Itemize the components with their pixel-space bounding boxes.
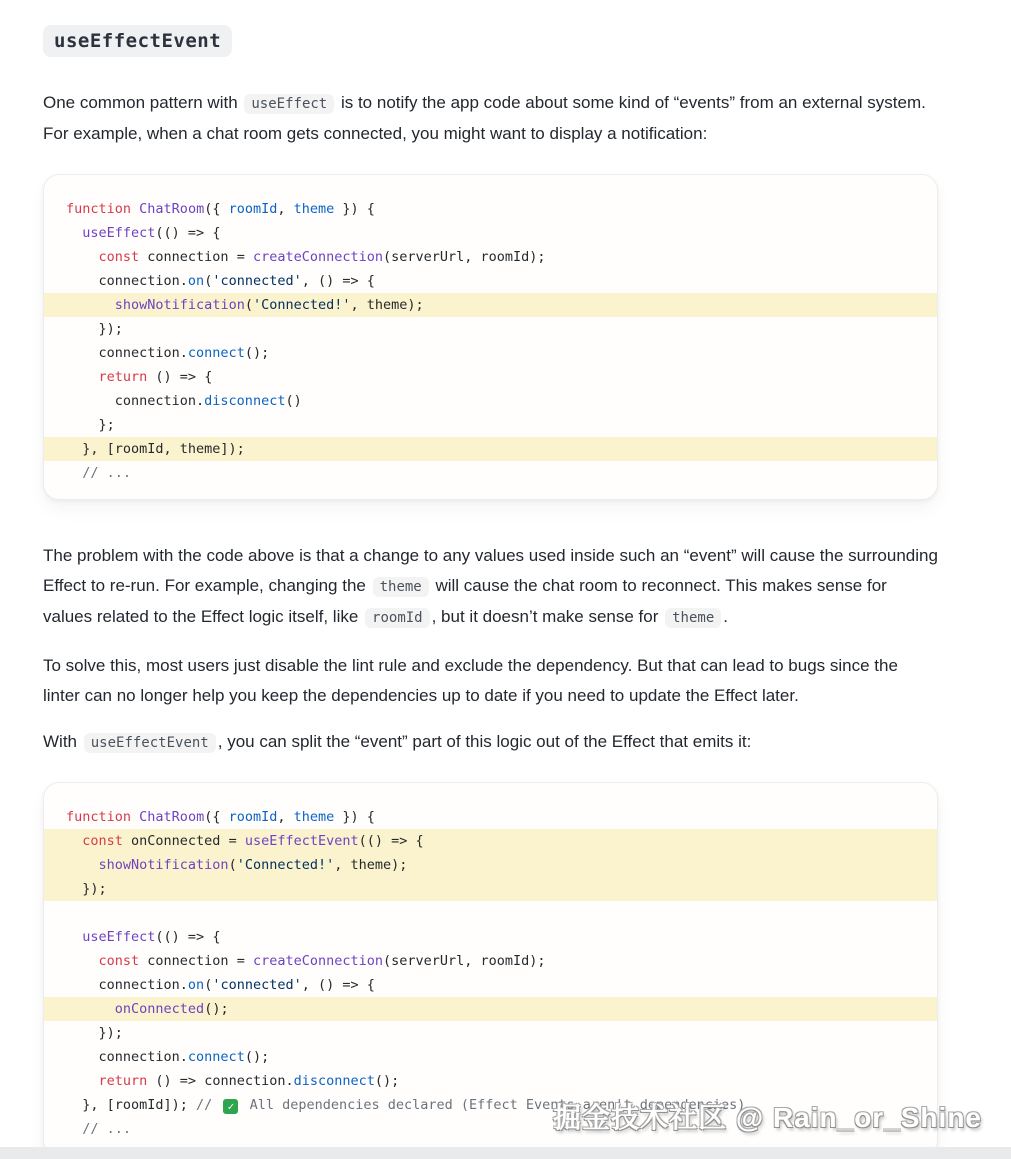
inline-code: theme [665, 608, 721, 628]
code-line: const connection = createConnection(serverUrl, roomId); [98, 953, 546, 969]
code-line: function ChatRoom({ roomId, theme }) { [66, 201, 375, 217]
text-run: will cause the chat room to reconnect. This makes sense for values related to the Effect logic itself, like [43, 576, 887, 626]
text-run: To solve this, most users just disable the lint rule and exclude the dependency. But that can lead to bugs since the linter can no longer help you keep the dependencies up to date if you need to update the Effect later. [43, 656, 898, 705]
text-run: , you can split the “event” part of this logic out of the Effect that emits it: [217, 732, 752, 751]
code-line: // ... [82, 1121, 132, 1137]
code-line: connection.disconnect() [66, 393, 302, 409]
code-line: }; [66, 417, 115, 433]
code-line-highlighted: }); [44, 877, 937, 901]
text-run: is to notify the app code about some kind of “events” from an external system. For example, when a chat room gets connected, you might want to display a notification: [43, 93, 926, 143]
text-run: The problem with the code above is that a change to any values used inside such an “event” will cause the surrounding Effect to re-run. For example, changing the [43, 546, 938, 595]
code-line: }); [66, 1025, 123, 1041]
code-line: connection.connect(); [66, 345, 270, 361]
inline-code: theme [373, 577, 429, 597]
page-title: useEffectEvent [43, 25, 232, 57]
code-line: useEffect(() => { [82, 225, 221, 241]
code-line: connection.on('connected', () => { [66, 977, 375, 993]
code-line-highlighted: showNotification('Connected!', theme); [44, 293, 937, 317]
check-icon: ✓ [223, 1099, 238, 1114]
paragraph-lint-rule [43, 651, 938, 711]
code-line: }); [66, 321, 123, 337]
text-run: , but it doesn’t make sense for [431, 607, 664, 626]
text-run: One common pattern with [43, 93, 243, 112]
code-line-highlighted: const onConnected = useEffectEvent(() => { [44, 829, 937, 853]
code-line: }, [roomId]); // ✓ All dependencies declared (Effect Events aren't dependencies) [66, 1097, 746, 1113]
code-line: return () => { [98, 369, 213, 385]
code-line-highlighted: onConnected(); [44, 997, 937, 1021]
code-line: function ChatRoom({ roomId, theme }) { [66, 809, 375, 825]
code-line: connection.on('connected', () => { [66, 273, 375, 289]
paragraph-problem [43, 541, 938, 633]
code-line-highlighted: showNotification('Connected!', theme); [44, 853, 937, 877]
text-run: . [723, 607, 729, 626]
text-run: With [43, 732, 82, 751]
code-line: return () => connection.disconnect(); [98, 1073, 400, 1089]
watermark: 掘金技术社区 @ Rain_or_Shine [553, 1102, 982, 1133]
code-block-useeffect [43, 174, 938, 500]
code-line: useEffect(() => { [82, 929, 221, 945]
code-line [44, 901, 937, 925]
code-line: connection.connect(); [66, 1049, 270, 1065]
inline-code: useEffectEvent [84, 733, 216, 753]
paragraph-intro [43, 88, 938, 149]
code-line: const connection = createConnection(serverUrl, roomId); [98, 249, 546, 265]
paragraph-solution [43, 727, 938, 758]
code-line-highlighted: }, [roomId, theme]); [44, 437, 937, 461]
bottom-strip [0, 1147, 1011, 1159]
code-line: // ... [82, 465, 132, 481]
inline-code: roomId [365, 608, 430, 628]
section-heading [43, 25, 968, 57]
inline-code: useEffect [244, 94, 334, 114]
